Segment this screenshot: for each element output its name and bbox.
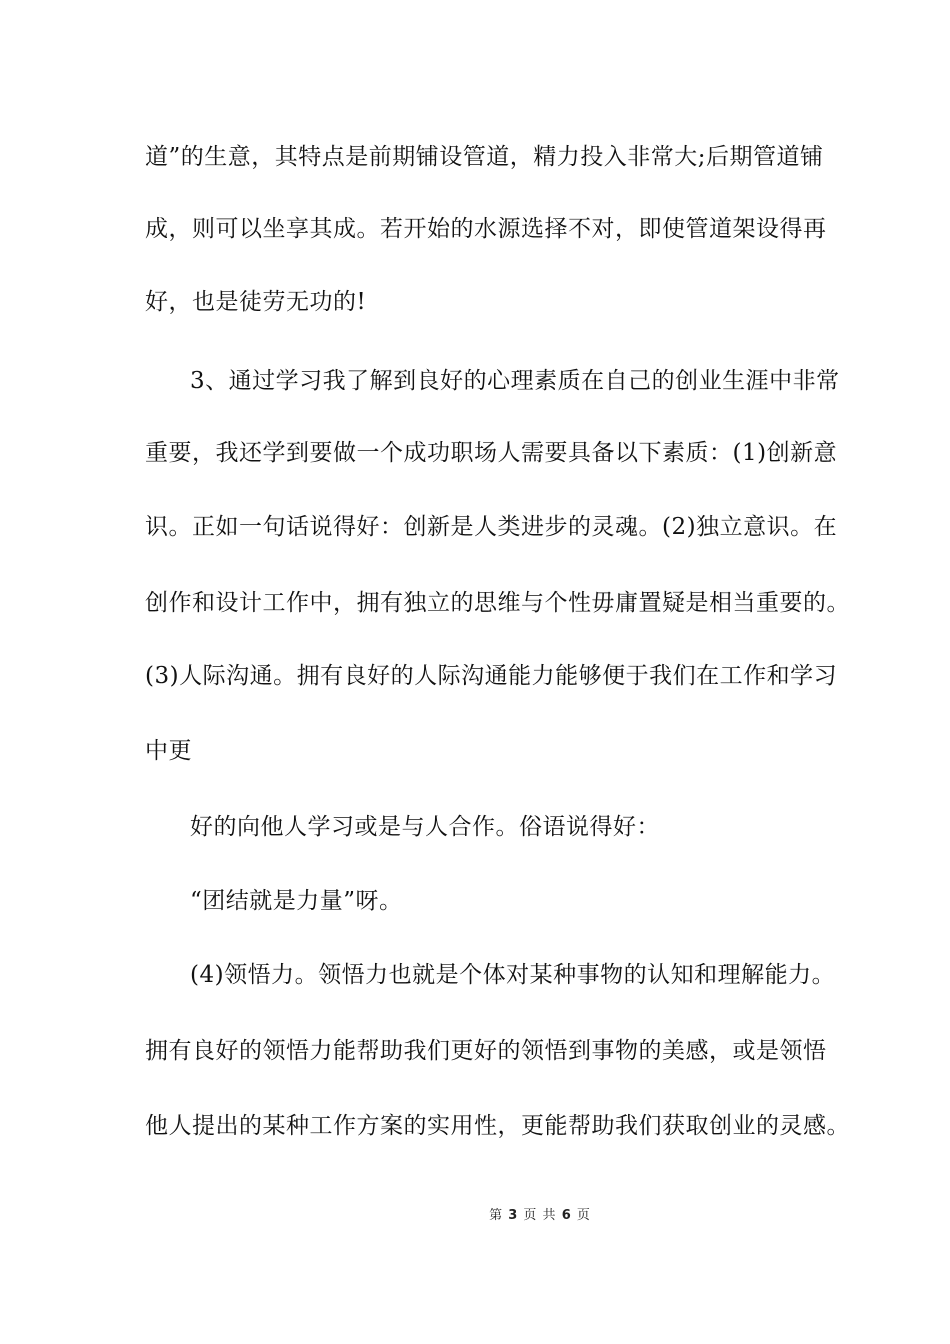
paragraph-line-6: 识。正如一句话说得好：创新是人类进步的灵魂。(2)独立意识。在	[145, 514, 838, 540]
paragraph-line-5: 重要，我还学到要做一个成功职场人需要具备以下素质：(1)创新意	[145, 440, 838, 466]
footer-prefix: 第	[489, 1208, 504, 1223]
paragraph-line-4: 3、通过学习我了解到良好的心理素质在自己的创业生涯中非常	[190, 368, 840, 394]
paragraph-line-14: 他人提出的某种工作方案的实用性，更能帮助我们获取创业的灵感。	[145, 1113, 850, 1139]
footer-middle: 页 共	[523, 1208, 557, 1223]
paragraph-line-13: 拥有良好的领悟力能帮助我们更好的领悟到事物的美感，或是领悟	[145, 1038, 827, 1064]
paragraph-line-11: “团结就是力量”呀。	[190, 888, 403, 914]
total-pages-number: 6	[561, 1208, 572, 1223]
paragraph-line-3: 好，也是徒劳无功的!	[145, 289, 367, 315]
page-footer	[0, 1208, 950, 1224]
paragraph-line-10: 好的向他人学习或是与人合作。俗语说得好：	[190, 814, 660, 840]
paragraph-line-7: 创作和设计工作中，拥有独立的思维与个性毋庸置疑是相当重要的。	[145, 590, 850, 616]
paragraph-line-12: (4)领悟力。领悟力也就是个体对某种事物的认知和理解能力。	[190, 962, 836, 988]
paragraph-line-1: 道”的生意，其特点是前期铺设管道，精力投入非常大;后期管道铺	[145, 144, 824, 170]
paragraph-line-2: 成，则可以坐享其成。若开始的水源选择不对，即使管道架设得再	[145, 216, 827, 242]
current-page-number: 3	[508, 1208, 519, 1223]
paragraph-line-9: 中更	[145, 738, 192, 764]
footer-suffix: 页	[576, 1208, 591, 1223]
paragraph-line-8: (3)人际沟通。拥有良好的人际沟通能力能够便于我们在工作和学习	[145, 663, 838, 689]
